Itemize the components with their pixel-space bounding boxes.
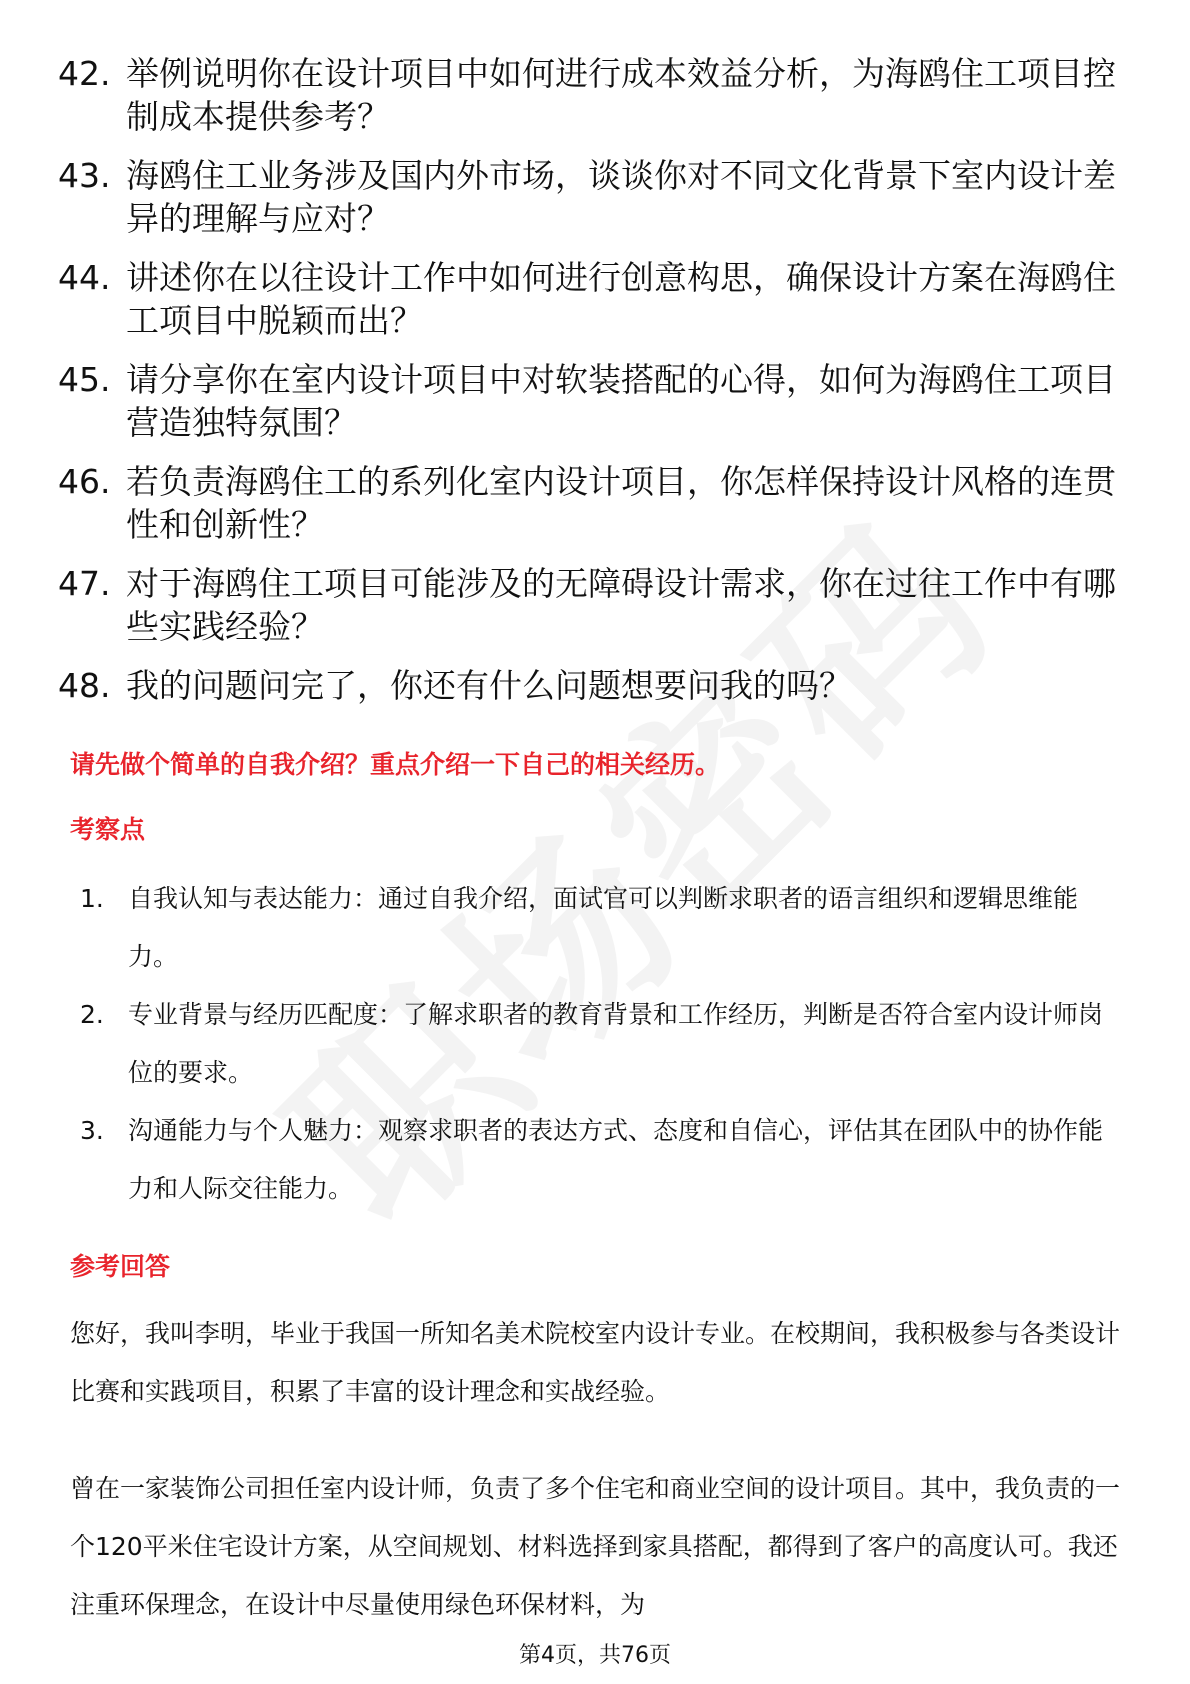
list-item bbox=[58, 358, 1118, 444]
list-item bbox=[80, 870, 1120, 986]
list-item bbox=[80, 986, 1120, 1102]
item-text: 举例说明你在设计项目中如何进行成本效益分析，为海鸥住工项目控制成本提供参考？ bbox=[126, 54, 1116, 136]
item-text: 若负责海鸥住工的系列化室内设计项目，你怎样保持设计风格的连贯性和创新性？ bbox=[126, 462, 1116, 544]
list-item bbox=[58, 154, 1118, 240]
list-item bbox=[58, 52, 1118, 138]
question-heading: 请先做个简单的自我介绍？重点介绍一下自己的相关经历。 bbox=[70, 750, 721, 779]
list-item bbox=[58, 460, 1118, 546]
item-text: 专业背景与经历匹配度：了解求职者的教育背景和工作经历，判断是否符合室内设计师岗位的要求。 bbox=[128, 1000, 1104, 1087]
list-item bbox=[80, 1102, 1120, 1218]
question-list bbox=[58, 52, 1118, 723]
item-text: 沟通能力与个人魅力：观察求职者的表达方式、态度和自信心，评估其在团队中的协作能力和人际交往能力。 bbox=[128, 1116, 1104, 1203]
item-number: 42. bbox=[58, 54, 111, 93]
points-list bbox=[80, 870, 1120, 1218]
item-number: 44. bbox=[58, 258, 111, 297]
item-number: 1. bbox=[80, 884, 104, 913]
item-number: 48. bbox=[58, 666, 111, 705]
item-text: 讲述你在以往设计工作中如何进行创意构思，确保设计方案在海鸥住工项目中脱颖而出？ bbox=[126, 258, 1116, 340]
answer-paragraph: 您好，我叫李明，毕业于我国一所知名美术院校室内设计专业。在校期间，我积极参与各类设计比赛和实践项目，积累了丰富的设计理念和实战经验。 bbox=[70, 1319, 1121, 1406]
section-title-points: 考察点 bbox=[70, 815, 146, 844]
list-item bbox=[58, 664, 1118, 707]
item-text: 请分享你在室内设计项目中对软装搭配的心得，如何为海鸥住工项目营造独特氛围？ bbox=[126, 360, 1116, 442]
item-number: 2. bbox=[80, 1000, 104, 1029]
answer-paragraph: 曾在一家装饰公司担任室内设计师，负责了多个住宅和商业空间的设计项目。其中，我负责的一个120平米住宅设计方案，从空间规划、材料选择到家具搭配，都得到了客户的高度认可。我还注重环保理念，在设计中尽量使用绿色环保材料，为 bbox=[70, 1474, 1121, 1619]
item-number: 43. bbox=[58, 156, 111, 195]
item-text: 我的问题问完了，你还有什么问题想要问我的吗？ bbox=[126, 666, 852, 705]
item-number: 47. bbox=[58, 564, 111, 603]
item-text: 对于海鸥住工项目可能涉及的无障碍设计需求，你在过往工作中有哪些实践经验？ bbox=[126, 564, 1116, 646]
item-number: 45. bbox=[58, 360, 111, 399]
page-footer: 第4页，共76页 bbox=[519, 1643, 671, 1668]
section-title-answer: 参考回答 bbox=[70, 1252, 171, 1281]
item-number: 46. bbox=[58, 462, 111, 501]
list-item bbox=[58, 256, 1118, 342]
item-text: 海鸥住工业务涉及国内外市场，谈谈你对不同文化背景下室内设计差异的理解与应对？ bbox=[126, 156, 1116, 238]
item-text: 自我认知与表达能力：通过自我介绍，面试官可以判断求职者的语言组织和逻辑思维能力。 bbox=[128, 884, 1079, 971]
item-number: 3. bbox=[80, 1116, 104, 1145]
list-item bbox=[58, 562, 1118, 648]
